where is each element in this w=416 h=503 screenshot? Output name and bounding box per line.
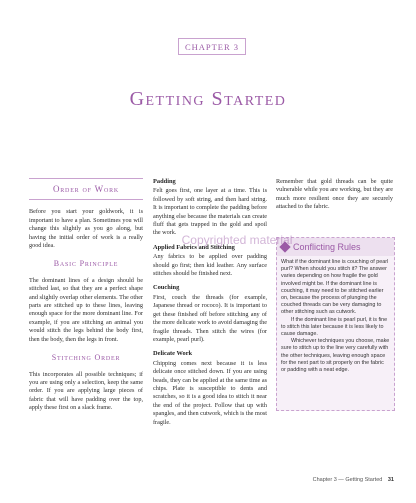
sidebar-paragraph: What if the dominant line is couching of pearl purl? When should you stitch it? The answer varies depending on how fragile the gold involved might be. If the dominant line is couching, it may need to be stitched earlier on, because the process of plunging the couched threads can be very damaging to other stitching such as cutwork. <box>281 259 389 316</box>
reminder-paragraph: Remember that gold threads can be quite vulnerable while you are working, but they are much more resilient once they are securely attached to the fabric. <box>276 178 393 211</box>
padding-title: Padding <box>153 178 176 185</box>
sidebar-title: Conflicting Rules <box>293 242 361 252</box>
delicate-title: Delicate Work <box>153 350 193 358</box>
column-left <box>29 178 143 419</box>
couching-paragraph: First, couch the threads (for example, Japanese thread or rococo). It is important to get these finished off before stitching any of the more delicate work to avoid damaging the fragile threads. Then stitch the wires (for example, pearl purl). <box>153 293 267 343</box>
sidebar-paragraph: Whichever techniques you choose, make sure to stitch up to the line very carefully with the other techniques, leaving enough space for the next part to sit properly on the fabric or padding with a neat edge. <box>281 338 390 374</box>
subheading-stitching-order: Stitching Order <box>51 353 121 363</box>
section-heading-order-of-work: Order of Work <box>29 178 143 200</box>
subheading-basic-principle: Basic Principle <box>53 259 119 269</box>
intro-paragraph: Before you start your goldwork, it is important to have a plan. Sometimes you will change this slightly as you go along, but having the initial order of work is a really good idea. <box>29 208 143 250</box>
applied-paragraph: Any fabrics to be applied over padding should go first; then kid leather. Any surface stitches should be finished next. <box>153 253 267 278</box>
stitching-order-paragraph: This incorporates all possible techniques; if you are using only a selection, keep the same order. If you are applying large pieces of fabric that will have padding over the top, apply these first on a slack frame. <box>29 370 143 412</box>
running-head: Chapter 3 — Getting Started <box>312 477 383 483</box>
sidebar-body <box>277 256 394 377</box>
basic-principle-paragraph: The dominant lines of a design should be stitched last, so that they are a perfect shape and slightly overlap other elements. The other parts are stitched up to these lines, leaving enough space for the more dominant line. For example, if you are stitching an animal you would stitch the legs behind the body first, then the body, then the legs in front. <box>29 276 143 343</box>
page-footer <box>313 477 394 483</box>
padding-paragraph: Felt goes first, one layer at a time. This is followed by soft string, and then hard string. It is important to complete the padding before anything else because the materials can create fluff that gets trapped in the gold and spoil the work. <box>153 187 267 237</box>
conflicting-rules-sidebar <box>276 237 395 411</box>
page-number: 31 <box>387 477 394 483</box>
copyright-watermark: Copyrighted material <box>181 233 293 247</box>
diamond-icon <box>279 241 290 252</box>
sidebar-header <box>277 238 394 256</box>
delicate-paragraph: Chipping comes next because it is less delicate once stitched down. If you are using beads, they can be applied at the same time as chips. Plate is susceptible to dents and scratches, so it is a good idea to stitch it near the end of the project. Follow that up with spangles, and then cutwork, which is the most fragile. <box>153 359 267 426</box>
applied-title: Applied Fabrics and Stitching <box>153 243 235 251</box>
chapter-label: CHAPTER 3 <box>178 38 246 55</box>
sidebar-paragraph: If the dominant line is pearl purl, it is fine to stitch this later because it is less likely to cause damage. <box>281 316 388 338</box>
couching-title: Couching <box>153 284 180 292</box>
column-right <box>276 178 393 218</box>
chapter-title: Getting Started <box>129 88 287 110</box>
column-middle <box>153 178 267 433</box>
